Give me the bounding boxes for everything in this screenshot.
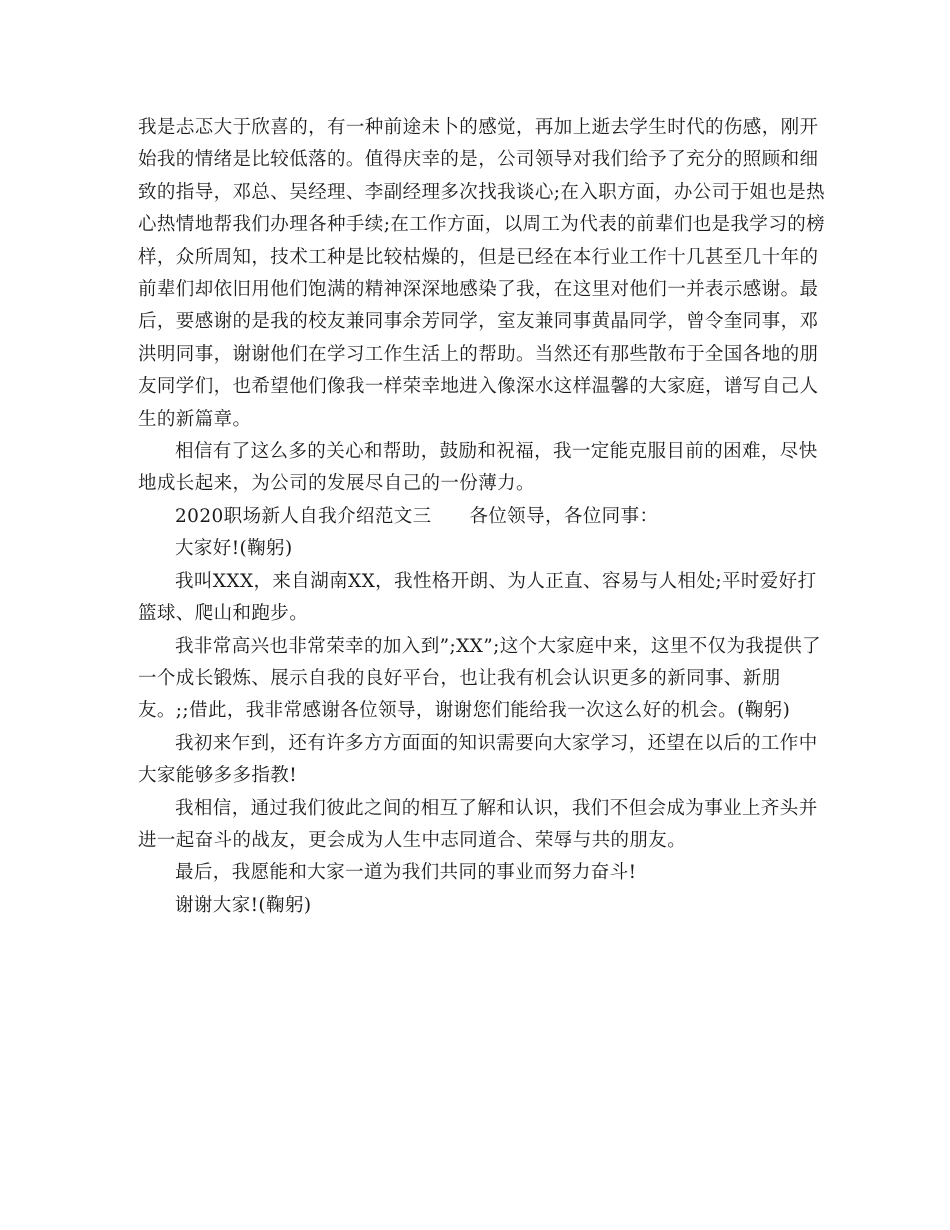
paragraph-7: 我初来乍到，还有许多方方面面的知识需要向大家学习，还望在以后的工作中大家能够多多指教!	[138, 732, 818, 787]
paragraph-4: 大家好!(鞠躬)	[175, 538, 293, 560]
paragraph-6: 我非常高兴也非常荣幸的加入到”;XX”;这个大家庭中来，这里不仅为我提供了一个成长锻炼、展示自我的良好平台，也让我有机会认识更多的新同事、新朋友。;;借此，我非常感谢各位领导，谢谢您们能给我一次这么好的机会。(鞠躬)	[138, 635, 822, 722]
document-page	[138, 112, 828, 922]
paragraph-2: 相信有了这么多的关心和帮助，鼓励和祝福，我一定能克服目前的困难，尽快地成长起来，为公司的发展尽自己的一份薄力。	[138, 441, 818, 495]
paragraph-5: 我叫XXX，来自湖南XX，我性格开朗、为人正直、容易与人相处;平时爱好打篮球、爬山和跑步。	[138, 570, 817, 625]
paragraph-9: 最后，我愿能和大家一道为我们共同的事业而努力奋斗!	[175, 862, 637, 884]
paragraph-10: 谢谢大家!(鞠躬)	[175, 894, 312, 916]
paragraph-3-heading: 2020职场新人自我介绍范文三 各位领导，各位同事：	[175, 505, 659, 527]
paragraph-8: 我相信，通过我们彼此之间的相互了解和认识，我们不但会成为事业上齐头并进一起奋斗的战友，更会成为人生中志同道合、荣辱与共的朋友。	[138, 797, 818, 851]
paragraph-1: 我是忐忑大于欣喜的，有一种前途未卜的感觉，再加上逝去学生时代的伤感，刚开始我的情绪是比较低落的。值得庆幸的是，公司领导对我们给予了充分的照顾和细致的指导，邓总、吴经理、李副经理多次找我谈心;在入职方面，办公司于姐也是热心热情地帮我们办理各种手续;在工作方面，以周工为代表的前辈们也是我学习的榜样，众所周知，技术工种是比较枯燥的，但是已经在本行业工作十几甚至几十年的前辈们却依旧用他们饱满的精神深深地感染了我，在这里对他们一并表示感谢。最后，要感谢的是我的校友兼同事余芳同学，室友兼同事黄晶同学，曾令奎同事，邓洪明同事，谢谢他们在学习工作生活上的帮助。当然还有那些散布于全国各地的朋友同学们，也希望他们像我一样荣幸地进入像深水这样温馨的大家庭，谱写自己人生的新篇章。	[138, 117, 826, 430]
